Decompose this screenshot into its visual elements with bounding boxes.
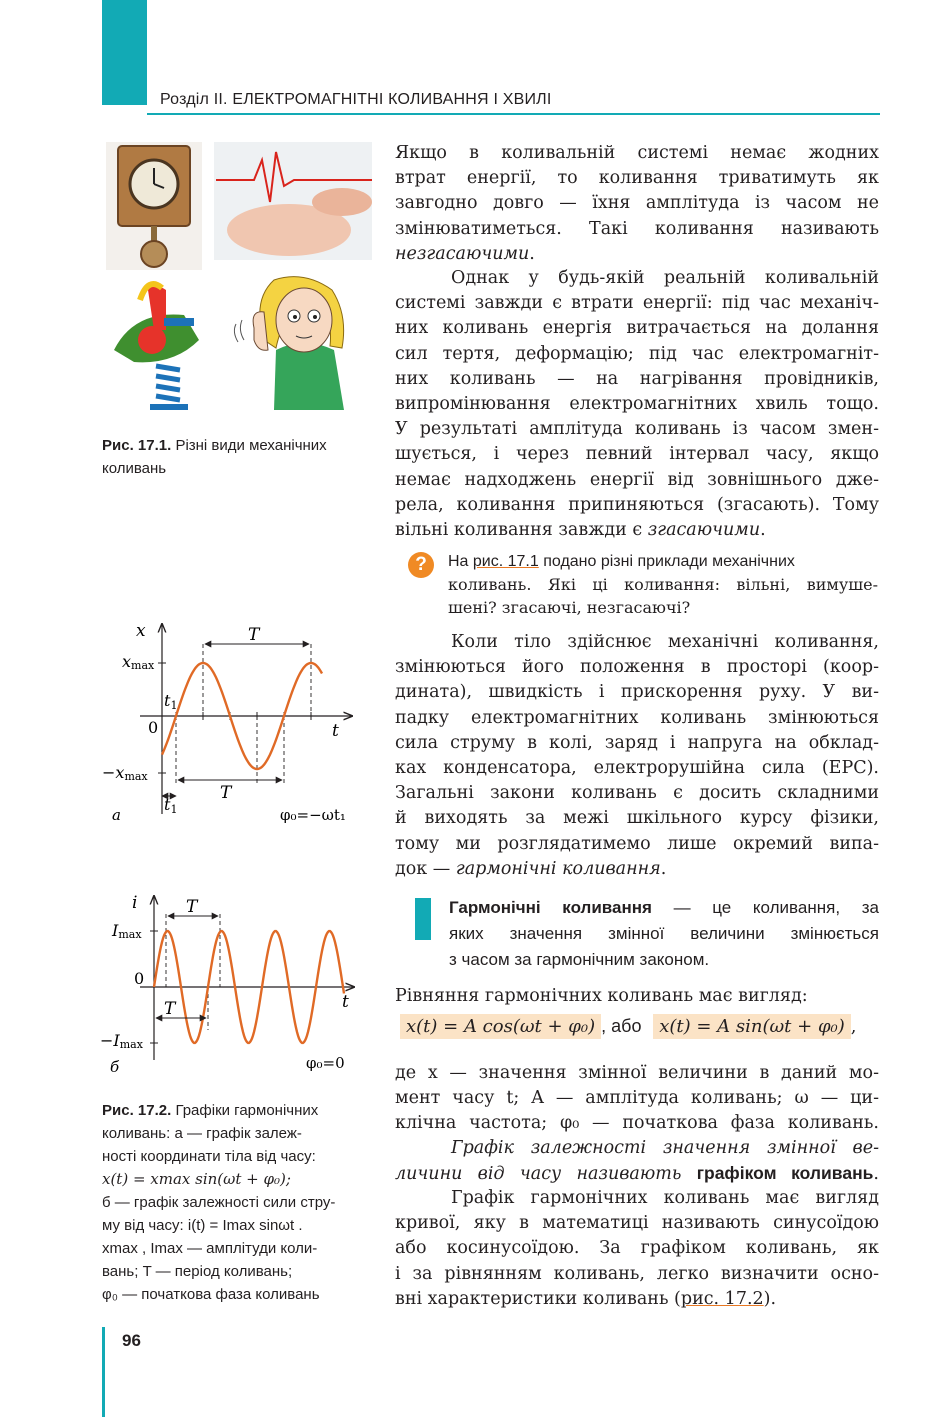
graph-a-t1-bottom: t1 [164, 795, 178, 816]
link-fig-17-2[interactable]: рис. 17.2 [680, 1288, 764, 1309]
graph-a-period-label-bottom: T [220, 783, 232, 803]
definition-text: Гармонічні коливання — це коливання, за яких значення змінної величини змінюється з часом за гармонічним законом. [449, 898, 879, 969]
header-accent-bar [102, 0, 147, 105]
paragraph-6: Графік гармонічних коливань має вигляд кривої, яку в математиці називають синусоїдою або косинусоїдою. За графіком коливань, як і за рівнянням коливань, легко визначити осно- вні характеристики коливань (рис. 17.2). [395, 1188, 879, 1309]
graph-a-panel-label: а [112, 806, 121, 824]
graph-a-period-label-top: T [248, 625, 260, 645]
pendulum-clock-image [106, 142, 202, 270]
graph-b-imax-label: Imax [112, 921, 142, 941]
graph-b-x-label: t [342, 992, 349, 1012]
figure-17-1-caption [102, 434, 372, 480]
link-fig-17-1[interactable]: рис. 17.1 [472, 553, 539, 570]
caption-text: коливань [102, 460, 167, 477]
equation-intro: Рівняння гармонічних коливань має вигляд: [395, 986, 808, 1006]
formula-sin: x(t) = A sin(ωt + φ₀) [653, 1014, 851, 1039]
graph-b-period-label-bottom: T [164, 999, 176, 1019]
formula-row: x(t) = A cos(ωt + φ₀) , або x(t) = A sin(ωt + φ₀) , [400, 1016, 880, 1037]
graph-a-x-label: t [332, 721, 339, 741]
spring-rider-toy-image [114, 284, 199, 410]
page-number: 96 [122, 1331, 141, 1350]
paragraph-1: Якщо в коливальній системі немає жодних втрат енергії, то коливання триватимуть як завгодно довго — їхня амплітуда із часом не змінюватиметься. Такі коливання називають незгасаючими. [395, 143, 879, 264]
caption-label: Рис. 17.2. [102, 1102, 172, 1119]
definition-accent-bar [415, 898, 431, 940]
graph-a-zero-label: 0 [148, 718, 159, 737]
graph-a-t1-top: t1 [164, 691, 178, 712]
formula-cos: x(t) = A cos(ωt + φ₀) [400, 1014, 601, 1039]
graph-a-y-label: x [136, 621, 146, 641]
caption-label: Рис. 17.1. [102, 437, 172, 454]
paragraph-5: Графік залежності значення змінної ве- личини від часу називають графіком коливань. [395, 1138, 879, 1185]
graph-a-xmin-label: −xmax [102, 763, 148, 783]
graph-b-phase-label: φ₀=0 [306, 1054, 345, 1072]
caption-text: Різні види механічних [175, 437, 327, 454]
question-icon: ? [408, 552, 434, 578]
graph-a-xmax-label: xmax [122, 652, 155, 672]
question-text: На рис. 17.1 подано різні приклади механічних коливань. Які ці коливання: вільні, вимуше- шені? згасаючі, незгасаючі? [448, 553, 878, 617]
header-rule [147, 113, 880, 115]
graph-b [100, 890, 370, 1080]
pulse-wrist-image [214, 142, 372, 260]
graph-b-panel-label: б [110, 1058, 120, 1076]
graph-b-period-label-top: T [186, 897, 198, 917]
cartoon-girl-image [234, 277, 344, 410]
graph-b-zero-label: 0 [134, 969, 145, 988]
graph-b-imin-label: −Imax [100, 1031, 143, 1051]
section-title: Розділ ІІ. ЕЛЕКТРОМАГНІТНІ КОЛИВАННЯ І ХВИЛІ [160, 91, 552, 108]
graph-a [100, 618, 370, 833]
footer-accent-bar [102, 1327, 105, 1417]
figure-17-2-caption: Рис. 17.2. Графіки гармонічних коливань: а — графік залеж- ності координати тіла від часу: x(t) = xmax sin(ωt + φ₀); б — графік залежності сили стру- му від часу: i(t) = Imax sinωt . xmax , Imax — амплітуди коли- вань; T — період коливань; φ₀ — початкова фаза коливань [102, 1102, 336, 1303]
paragraph-3: Коли тіло здійснює механічні коливання, змінюються його положення в просторі (коор- дината), швидкість і прискорення руху. У ви- падку електромагнітних коливань змінюються сила струму в колі, заряд і напруга на обклад- ках конденсатора, електрорушійна сила (ЕРС). Загальні закони коливань є досить складними й виходять за межі шкільного курсу фізики, тому ми розглядатимемо лише окремий випа- док — гармонічні коливання. [395, 632, 879, 879]
graph-a-phase-label: φ₀=−ωt₁ [280, 806, 346, 824]
paragraph-2: Однак у будь-якій реальній коливальній системі завжди є втрати енергії: під час механіч- них коливань енергія витрачається на долання сил тертя, деформацію; під час електромагніт- них коливань — на нагрівання провідників, випромінювання електромагнітних хвиль тощо. У результаті амплітуда коливань із часом змен- шується, і через певний інтервал часу, якщо немає надходжень енергії від зовнішнього дже- рела, коливання припиняються (згасають). Тому вільні коливання завжди є згасаючими. [395, 268, 879, 541]
graph-b-y-label: i [132, 893, 138, 913]
figure-17-1-images [104, 140, 374, 420]
paragraph-4: де x — значення змінної величини в даний мо- мент часу t; A — амплітуда коливань; ω — ци- клічна частота; φ₀ — початкова фаза коливань. [395, 1063, 879, 1134]
